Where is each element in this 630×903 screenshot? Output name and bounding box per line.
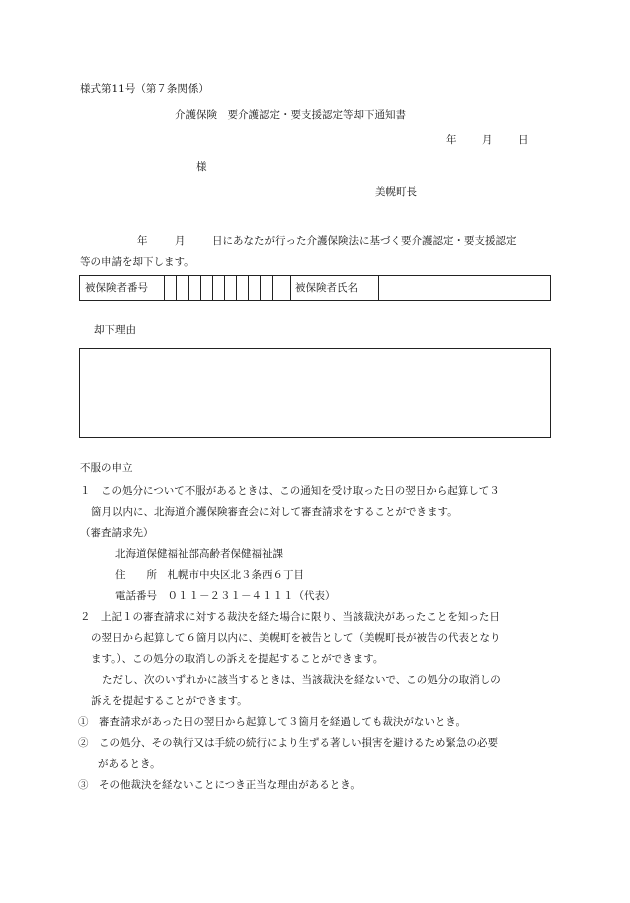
- sender-name: 美幌町長: [375, 186, 417, 198]
- rejection-reason-box[interactable]: [79, 348, 551, 438]
- destination-name: 北海道保健福祉部高齢者保健福祉課: [115, 548, 283, 560]
- objection-section: [80, 486, 550, 806]
- destination-address: 住 所 札幌市中央区北３条西６丁目: [115, 569, 304, 581]
- case-2-line-1: ② この処分、その執行又は手続の続行により生ずる著しい損害を避けるため緊急の必要: [78, 737, 498, 749]
- destination-phone: 電話番号 ０１１－２３１－４１１１（代表）: [115, 590, 336, 602]
- insured-name-label: 被保険者氏名: [295, 282, 358, 294]
- objection-item-2-line-2: の翌日から起算して６箇月以内に、美幌町を被告として（美幌町長が被告の代表となり: [91, 632, 501, 644]
- insured-number-label: 被保険者番号: [85, 282, 148, 294]
- addressee-suffix: 様: [196, 161, 207, 173]
- objection-item-1-line-1: １ この処分について不服があるときは、この通知を受け取った日の翌日から起算して３: [80, 485, 500, 497]
- proviso-line-1: ただし、次のいずれかに該当するときは、当該裁決を経ないで、この処分の取消しの: [102, 674, 501, 686]
- insured-number-digit-box[interactable]: [272, 276, 291, 300]
- case-2-line-2: があるとき。: [98, 758, 161, 770]
- document-title: 介護保険 要介護認定・要支援認定等却下通知書: [175, 109, 406, 121]
- case-1: ① 審査請求があった日の翌日から起算して３箇月を経過しても裁決がないとき。: [78, 716, 466, 728]
- objection-item-2-line-3: ます。）、この処分の取消しの訴えを提起することができます。: [91, 653, 384, 665]
- proviso-line-2: 訴えを提起することができます。: [91, 695, 248, 707]
- insured-name-label-cell: [290, 276, 379, 300]
- intro-line-2: 等の申請を却下します。: [80, 256, 195, 268]
- rejection-reason-label: 却下理由: [94, 324, 136, 336]
- intro-line-1-text: 日にあなたが行った介護保険法に基づく要介護認定・要支援認定: [212, 235, 517, 247]
- insured-info-table: [79, 275, 551, 301]
- date-year-label: 年: [446, 134, 457, 146]
- date-day-label: 日: [518, 134, 529, 146]
- request-destination-label: （審査請求先）: [80, 527, 154, 539]
- insured-name-field[interactable]: [378, 276, 550, 300]
- intro-month-label: 月: [175, 235, 186, 247]
- objection-heading: 不服の申立: [80, 462, 133, 474]
- date-month-label: 月: [482, 134, 493, 146]
- intro-year-label: 年: [137, 235, 148, 247]
- objection-item-1-line-2: 箇月以内に、北海道介護保険審査会に対して審査請求をすることができます。: [91, 506, 458, 518]
- form-number-label: 様式第11号（第７条関係）: [80, 83, 209, 95]
- insured-number-label-cell: [80, 276, 165, 300]
- case-3: ③ その他裁決を経ないことにつき正当な理由があるとき。: [78, 779, 361, 791]
- objection-item-2-line-1: ２ 上記１の審査請求に対する裁決を経た場合に限り、当該裁決があったことを知った日: [80, 611, 500, 623]
